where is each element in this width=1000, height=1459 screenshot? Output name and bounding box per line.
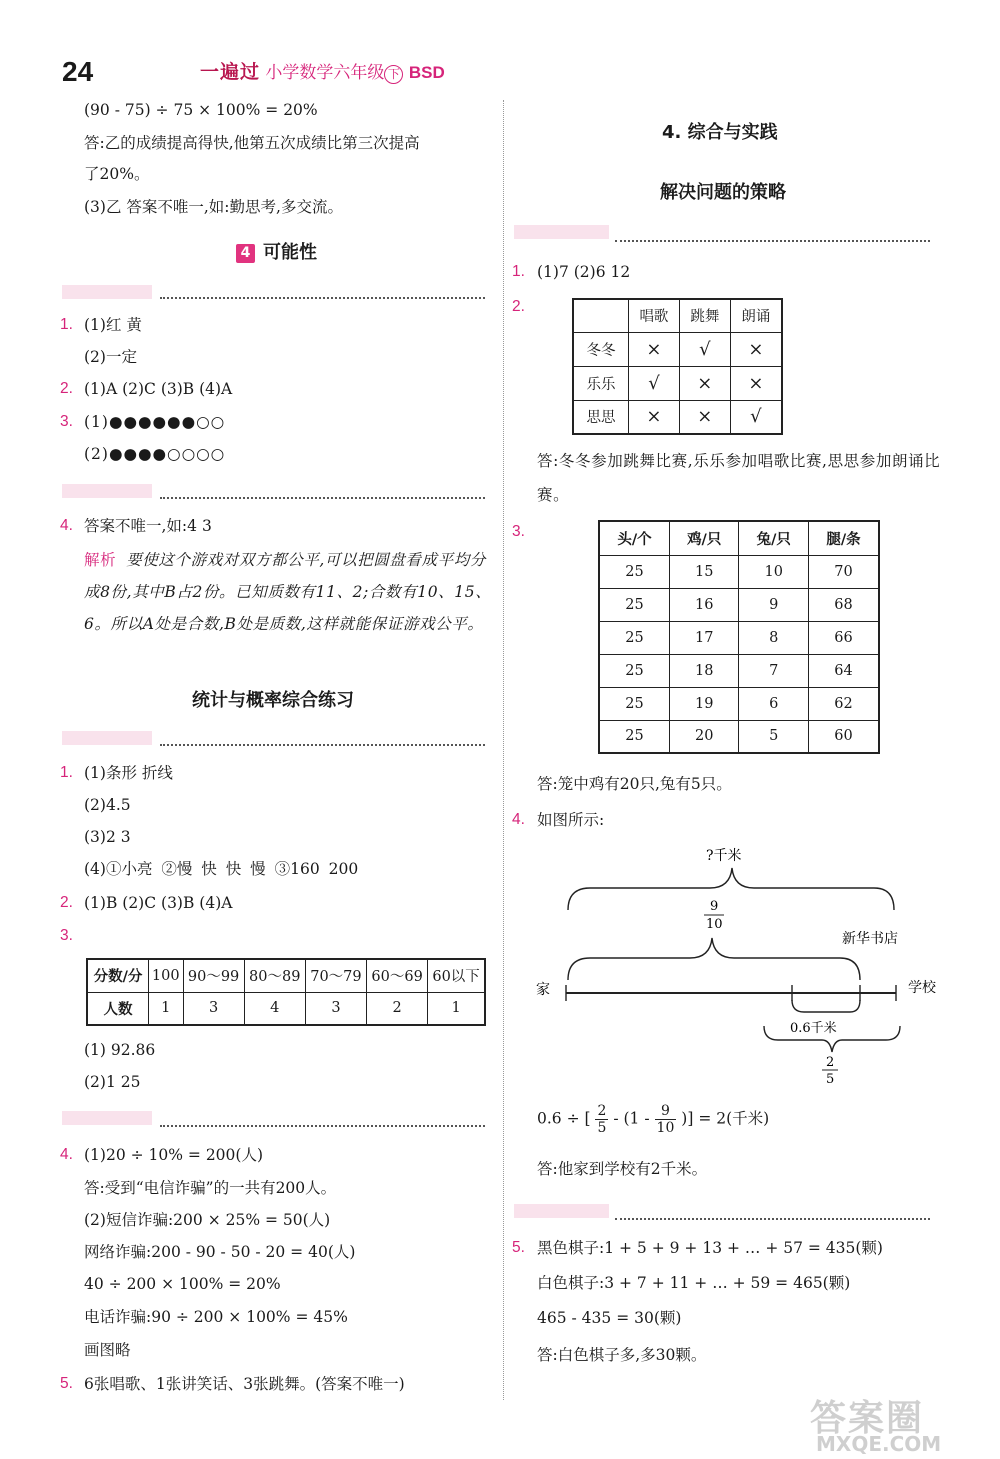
table-cell: 8 (739, 621, 809, 654)
answer-line: (4)①小亮 ②慢 快 快 慢 ③160 200 (84, 860, 359, 878)
table-cell: √ (629, 366, 680, 400)
answer-line: (2)4.5 (84, 796, 131, 814)
dotted-rule (160, 1125, 485, 1127)
table-cell: 25 (599, 720, 669, 753)
table-cell: × (629, 400, 680, 434)
dotted-rule (160, 497, 485, 499)
text-line: 了20%。 (84, 165, 150, 183)
table-cell: 3 (183, 992, 244, 1025)
question-number: 1. (60, 316, 73, 333)
question-number: 4. (60, 1146, 73, 1163)
bookstore-distance-brace (568, 938, 860, 980)
question-number: 1. (60, 764, 73, 781)
column-divider (503, 100, 504, 1400)
answer-line: (1)A (2)C (3)B (4)A (84, 380, 233, 398)
explanation-label: 解析 (84, 551, 117, 569)
answer-line: 6张唱歌、1张讲笑话、3张跳舞。(答案不唯一) (84, 1375, 405, 1393)
answer-line: (1) 92.86 (84, 1041, 156, 1059)
logic-table (572, 298, 783, 435)
table-cell: × (629, 332, 680, 366)
table-cell: 9 (739, 588, 809, 621)
table-header: 朗诵 (730, 299, 782, 332)
question-number: 5. (512, 1239, 525, 1256)
answer-line: 答:笼中鸡有20只,兔有5只。 (537, 775, 732, 793)
table-cell: 60 (809, 720, 879, 753)
fraction-9-10-bottom: 10 (706, 917, 723, 932)
answer-line: 如图所示: (537, 811, 605, 829)
edition-label: BSD (408, 63, 445, 82)
exercise-label-mark (62, 484, 152, 498)
table-cell: 64 (809, 654, 879, 687)
answer-line: 答:受到“电信诈骗”的一共有200人。 (84, 1179, 337, 1197)
table-header (573, 299, 629, 332)
answer-line: 电话诈骗:90 ÷ 200 × 100% = 45% (84, 1308, 348, 1326)
answer-line: 黑色棋子:1 + 5 + 9 + 13 + … + 57 = 435(颗) (537, 1239, 883, 1257)
answer-line: 40 ÷ 200 × 100% = 20% (84, 1275, 281, 1293)
distance-diagram (530, 840, 950, 1090)
table-cell: 70 (809, 555, 879, 588)
table-header: 兔/只 (739, 521, 809, 555)
table-header: 70～79 (305, 959, 366, 992)
section-subtitle-strategy: 解决问题的策略 (660, 182, 786, 203)
page-number: 24 (62, 56, 94, 87)
exercise-label-mark (62, 1111, 152, 1125)
table-cell: 20 (669, 720, 739, 753)
table-cell: 1 (428, 992, 485, 1025)
answer-line: (2)一定 (84, 348, 137, 366)
question-number: 3. (512, 523, 525, 540)
table-cell: 66 (809, 621, 879, 654)
table-cell: 17 (669, 621, 739, 654)
exercise-label-mark (62, 731, 152, 745)
table-cell: × (730, 332, 782, 366)
watermark-logo: 答案圈 (810, 1398, 925, 1439)
table-cell: 4 (244, 992, 305, 1025)
answer-line: (1)条形 折线 (84, 764, 173, 782)
section-badge: 4 (236, 244, 255, 263)
section-title-stats: 统计与概率综合练习 (192, 690, 354, 711)
fraction-2-5-top: 2 (826, 1055, 835, 1070)
exercise-label-mark (62, 285, 152, 299)
answer-line: (1)●●●●●●○○ (84, 413, 226, 431)
question-number: 2. (60, 894, 73, 911)
watermark-url: MXQE.COM (816, 1432, 942, 1456)
table-row-label: 思思 (573, 400, 629, 434)
answer-line: 答:他家到学校有2千米。 (537, 1160, 708, 1178)
table-cell: 3 (305, 992, 366, 1025)
section-title-practice: 4. 综合与实践 (662, 122, 778, 143)
unknown-distance-label: ?千米 (706, 848, 742, 864)
table-header: 腿/条 (809, 521, 879, 555)
answer-line: (1)7 (2)6 12 (537, 263, 631, 281)
dotted-rule (615, 1218, 930, 1220)
dotted-rule (615, 240, 930, 242)
table-cell: 25 (599, 687, 669, 720)
fraction-9-10-top: 9 (710, 899, 719, 914)
text-line: 答:乙的成绩提高得快,他第五次成绩比第三次提高 (84, 134, 420, 152)
answer-line: 画图略 (84, 1341, 131, 1359)
table-header: 60～69 (367, 959, 428, 992)
table-cell: 1 (149, 992, 184, 1025)
table-cell: 25 (599, 654, 669, 687)
text-line: (3)乙 答案不唯一,如:勤思考,多交流。 (84, 198, 343, 216)
answer-line: (3)2 3 (84, 828, 131, 846)
fraction-9-10: $\frac{9}{10}$ (656, 1103, 675, 1136)
table-header: 90～99 (183, 959, 244, 992)
brand-logo: 一遍过 (200, 61, 261, 83)
formula-line: 0.6 ÷ [ $\frac{2}{5}$ - (1 - $\frac{9}{10}$ )] = 2(千米) (537, 1103, 770, 1136)
table-cell: √ (679, 332, 730, 366)
table-cell: 68 (809, 588, 879, 621)
fraction-2-5-bottom: 5 (826, 1072, 835, 1087)
table-cell: 25 (599, 621, 669, 654)
table-header: 80～89 (244, 959, 305, 992)
answer-line: (2)●●●●○○○○ (84, 445, 226, 463)
question-number: 2. (512, 298, 525, 315)
table-cell: 25 (599, 555, 669, 588)
table-cell: 7 (739, 654, 809, 687)
answer-line: (1)红 黄 (84, 316, 142, 334)
answer-line: 答:白色棋子多,多30颗。 (537, 1346, 707, 1364)
exercise-label-mark (514, 225, 609, 239)
table-cell: 19 (669, 687, 739, 720)
table-cell: × (679, 366, 730, 400)
question-number: 1. (512, 263, 525, 280)
table-cell: 62 (809, 687, 879, 720)
table-row-label: 冬冬 (573, 332, 629, 366)
question-number: 4. (512, 811, 525, 828)
table-header: 头/个 (599, 521, 669, 555)
chicken-rabbit-table (598, 520, 880, 754)
table-header: 鸡/只 (669, 521, 739, 555)
fraction-2-5: $\frac{2}{5}$ (597, 1103, 607, 1136)
table-header: 60以下 (428, 959, 485, 992)
table-cell: × (679, 400, 730, 434)
table-header: 分数/分 (87, 959, 149, 992)
table-cell: 25 (599, 588, 669, 621)
home-label: 家 (536, 982, 550, 998)
question-number: 3. (60, 927, 73, 944)
table-cell: 10 (739, 555, 809, 588)
table-cell: 16 (669, 588, 739, 621)
text-line: (90 - 75) ÷ 75 × 100% = 20% (84, 101, 318, 119)
score-table (86, 958, 486, 1026)
answer-line: 答案不唯一,如:4 3 (84, 517, 212, 535)
dotted-rule (160, 744, 485, 746)
bookstore-label: 新华书店 (842, 931, 898, 947)
answer-line: (2)短信诈骗:200 × 25% = 50(人) (84, 1211, 331, 1229)
table-cell: 15 (669, 555, 739, 588)
table-cell: 2 (367, 992, 428, 1025)
table-row-label: 人数 (87, 992, 149, 1025)
explanation-paragraph: 解析 要使这个游戏对双方都公平,可以把圆盘看成平均分成8份,其中B占2份。已知质数有11、2;合数有10、15、6。所以A处是合数,B处是质数,这样就能保证游戏公平。 (84, 551, 492, 633)
table-header: 唱歌 (629, 299, 680, 332)
segment-brace (792, 1000, 860, 1012)
answer-line: (1)B (2)C (3)B (4)A (84, 894, 233, 912)
table-cell: 18 (669, 654, 739, 687)
school-label: 学校 (908, 980, 936, 996)
answer-line: (2)1 25 (84, 1073, 141, 1091)
answer-paragraph: 答:冬冬参加跳舞比赛,乐乐参加唱歌比赛,思思参加朗诵比赛。 (537, 452, 941, 504)
exercise-label-mark (514, 1204, 609, 1218)
segment-distance-label: 0.6千米 (790, 1021, 837, 1036)
table-row-label: 乐乐 (573, 366, 629, 400)
book-subtitle: 小学数学六年级 (265, 63, 385, 83)
table-header: 100 (149, 959, 184, 992)
question-number: 2. (60, 380, 73, 397)
table-cell: 5 (739, 720, 809, 753)
answer-line: 465 - 435 = 30(颗) (537, 1309, 682, 1327)
section-title-possibility: 4 可能性 (236, 238, 317, 264)
total-distance-brace (568, 868, 894, 910)
answer-line: 网络诈骗:200 - 90 - 50 - 20 = 40(人) (84, 1243, 356, 1261)
question-number: 4. (60, 517, 73, 534)
answer-line: (1)20 ÷ 10% = 200(人) (84, 1146, 263, 1164)
table-cell: × (730, 366, 782, 400)
book-header (200, 57, 445, 84)
dotted-rule (160, 297, 485, 299)
table-cell: 6 (739, 687, 809, 720)
question-number: 5. (60, 1375, 73, 1392)
table-cell: √ (730, 400, 782, 434)
question-number: 3. (60, 413, 73, 430)
answer-line: 白色棋子:3 + 7 + 11 + … + 59 = 465(颗) (537, 1274, 851, 1292)
volume-badge: 下 (384, 65, 403, 84)
table-header: 跳舞 (679, 299, 730, 332)
